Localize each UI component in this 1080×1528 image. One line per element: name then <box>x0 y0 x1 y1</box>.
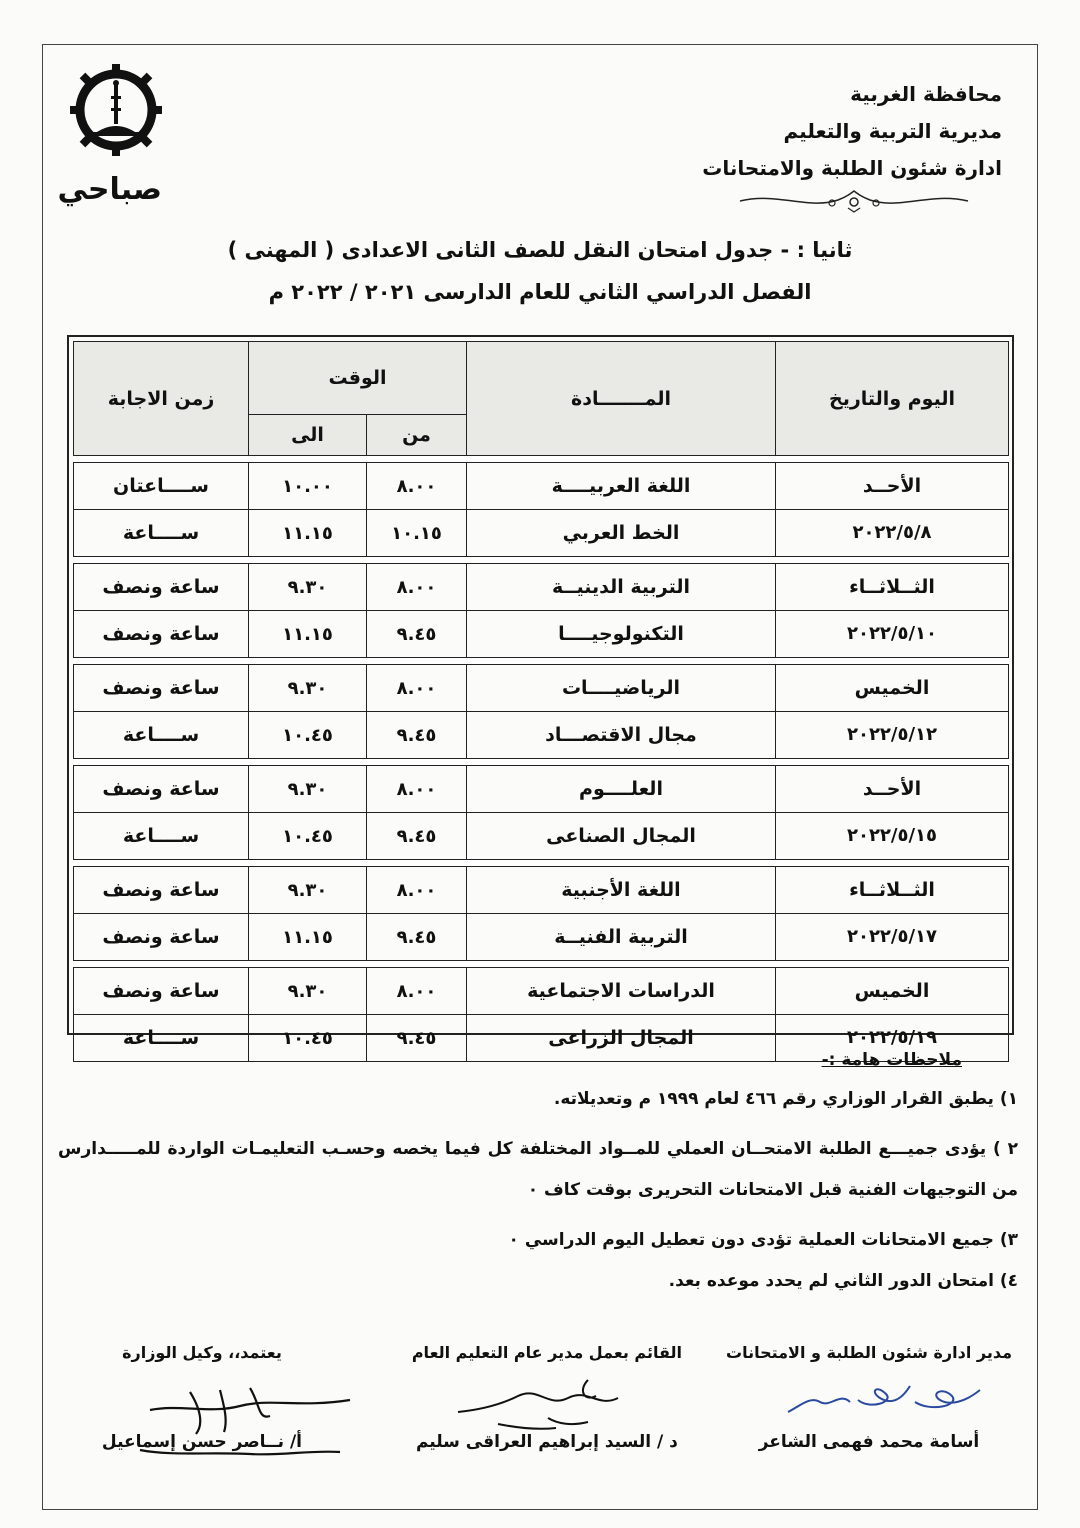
from-cell: ٨.٠٠ <box>367 968 467 1015</box>
document-subtitle: الفصل الدراسي الثاني للعام الدارسى ٢٠٢١ / ٢٠٢٢ م <box>268 280 812 304</box>
subject-cell: الرياضيــــات <box>467 665 776 712</box>
notes-title: ملاحظات هامة :- <box>821 1050 962 1070</box>
date-cell: ٢٠٢٢/٥/١٥ <box>776 813 1009 860</box>
subject-cell: التربية الدينيــة <box>467 564 776 611</box>
date-cell: ٢٠٢٢/٥/٨ <box>776 510 1009 557</box>
subject-cell: التكنولوجيــــا <box>467 611 776 658</box>
table-row <box>74 564 1009 611</box>
to-cell: ٩.٣٠ <box>249 665 367 712</box>
from-cell: ٨.٠٠ <box>367 766 467 813</box>
duration-cell: ساعة ونصف <box>74 766 249 813</box>
day-cell: الثــلاثــاء <box>776 564 1009 611</box>
from-cell: ٨.٠٠ <box>367 463 467 510</box>
note-item: ٤) امتحان الدور الثاني لم يحدد موعده بعد. <box>668 1271 1018 1291</box>
from-cell: ٨.٠٠ <box>367 665 467 712</box>
duration-cell: ساعة ونصف <box>74 914 249 961</box>
table-row <box>74 463 1009 510</box>
from-cell: ٩.٤٥ <box>367 1015 467 1062</box>
governorate-name: محافظة الغربية <box>850 82 1002 106</box>
header-time: الوقت <box>249 342 467 415</box>
signatory-role: مدير ادارة شئون الطلبة و الامتحانات <box>725 1343 1012 1362</box>
note-item: ١) يطبق القرار الوزاري رقم ٤٦٦ لعام ١٩٩٩ م وتعديلاته. <box>553 1089 1018 1109</box>
signatory-role: يعتمد،، وكيل الوزارة <box>122 1343 282 1362</box>
from-cell: ٩.٤٥ <box>367 611 467 658</box>
duration-cell: ســــاعتان <box>74 463 249 510</box>
to-cell: ٩.٣٠ <box>249 564 367 611</box>
table-row <box>74 712 1009 759</box>
gear-mosque-logo-icon <box>68 62 164 158</box>
table-row <box>74 510 1009 557</box>
subject-cell: العلــــوم <box>467 766 776 813</box>
logo-caption: صباحي <box>57 172 162 207</box>
date-cell: ٢٠٢٢/٥/١٢ <box>776 712 1009 759</box>
department-name: ادارة شئون الطلبة والامتحانات <box>702 156 1002 180</box>
handwritten-signature-right <box>780 1372 990 1422</box>
header-day-date: اليوم والتاريخ <box>776 342 1009 456</box>
to-cell: ١٠.٤٥ <box>249 813 367 860</box>
date-cell: ٢٠٢٢/٥/١٧ <box>776 914 1009 961</box>
header-from: من <box>367 415 467 456</box>
to-cell: ١١.١٥ <box>249 611 367 658</box>
table-row <box>74 914 1009 961</box>
subject-cell: مجال الاقتصـــاد <box>467 712 776 759</box>
table-row <box>74 867 1009 914</box>
organization-header <box>702 76 1002 187</box>
table-row <box>74 766 1009 813</box>
duration-cell: ســــاعة <box>74 510 249 557</box>
duration-cell: ساعة ونصف <box>74 611 249 658</box>
exam-schedule-table <box>73 341 1009 1062</box>
day-cell: الخميس <box>776 968 1009 1015</box>
from-cell: ٩.٤٥ <box>367 813 467 860</box>
subject-cell: المجال الزراعى <box>467 1015 776 1062</box>
to-cell: ٩.٣٠ <box>249 968 367 1015</box>
table-row <box>74 968 1009 1015</box>
day-cell: الأحــد <box>776 766 1009 813</box>
duration-cell: ســــاعة <box>74 712 249 759</box>
handwritten-signature-middle <box>438 1368 648 1438</box>
duration-cell: ســــاعة <box>74 1015 249 1062</box>
from-cell: ٨.٠٠ <box>367 867 467 914</box>
from-cell: ٩.٤٥ <box>367 712 467 759</box>
day-cell: الخميس <box>776 665 1009 712</box>
subject-cell: الخط العربي <box>467 510 776 557</box>
handwritten-signature-left <box>120 1370 360 1466</box>
header-subject: المـــــــادة <box>467 342 776 456</box>
from-cell: ٨.٠٠ <box>367 564 467 611</box>
to-cell: ١٠.٠٠ <box>249 463 367 510</box>
duration-cell: ساعة ونصف <box>74 564 249 611</box>
subject-cell: اللغة الأجنبية <box>467 867 776 914</box>
header-to: الى <box>249 415 367 456</box>
date-cell: ٢٠٢٢/٥/١٠ <box>776 611 1009 658</box>
duration-cell: ساعة ونصف <box>74 665 249 712</box>
to-cell: ١١.١٥ <box>249 914 367 961</box>
day-cell: الثــلاثــاء <box>776 867 1009 914</box>
signatory-name: أ/ نــاصر حسن إسماعيل <box>101 1432 302 1452</box>
to-cell: ١١.١٥ <box>249 510 367 557</box>
directorate-name: مديرية التربية والتعليم <box>783 119 1002 143</box>
to-cell: ٩.٣٠ <box>249 867 367 914</box>
table-row <box>74 813 1009 860</box>
to-cell: ٩.٣٠ <box>249 766 367 813</box>
signatory-role: القائم بعمل مدير عام التعليم العام <box>411 1343 682 1362</box>
signatory-name: د / السيد إبراهيم العراقى سليم <box>415 1432 678 1452</box>
note-item: ٣) جميع الامتحانات العملية تؤدى دون تعطيل اليوم الدراسي ٠ <box>508 1230 1018 1250</box>
ornament-divider <box>738 188 970 214</box>
from-cell: ٩.٤٥ <box>367 914 467 961</box>
duration-cell: ساعة ونصف <box>74 867 249 914</box>
subject-cell: المجال الصناعى <box>467 813 776 860</box>
note-item: ٢ ) يؤدى جميـــع الطلبة الامتحــان العملي للمــواد المختلفة كل فيما يخصه وحسـب التعليمـات الواردة للمـــــدارس من التوجيهات الفنية قبل الامتحانات التحريرى بوقت كاف ٠ <box>58 1139 1018 1200</box>
to-cell: ١٠.٤٥ <box>249 712 367 759</box>
header-duration: زمن الاجابة <box>74 342 249 456</box>
from-cell: ١٠.١٥ <box>367 510 467 557</box>
day-cell: الأحــد <box>776 463 1009 510</box>
subject-cell: الدراسات الاجتماعية <box>467 968 776 1015</box>
signatory-name: أسامة محمد فهمى الشاعر <box>758 1432 980 1452</box>
to-cell: ١٠.٤٥ <box>249 1015 367 1062</box>
duration-cell: ســــاعة <box>74 813 249 860</box>
subject-cell: التربية الفنيــة <box>467 914 776 961</box>
date-cell: ٢٠٢٢/٥/١٩ <box>776 1015 1009 1062</box>
document-title: ثانيا : - جدول امتحان النقل للصف الثانى الاعدادى ( المهنى ) <box>227 238 853 262</box>
duration-cell: ساعة ونصف <box>74 968 249 1015</box>
table-row <box>74 611 1009 658</box>
notes-list <box>58 1088 1018 1311</box>
subject-cell: اللغة العربيــــة <box>467 463 776 510</box>
table-row <box>74 665 1009 712</box>
